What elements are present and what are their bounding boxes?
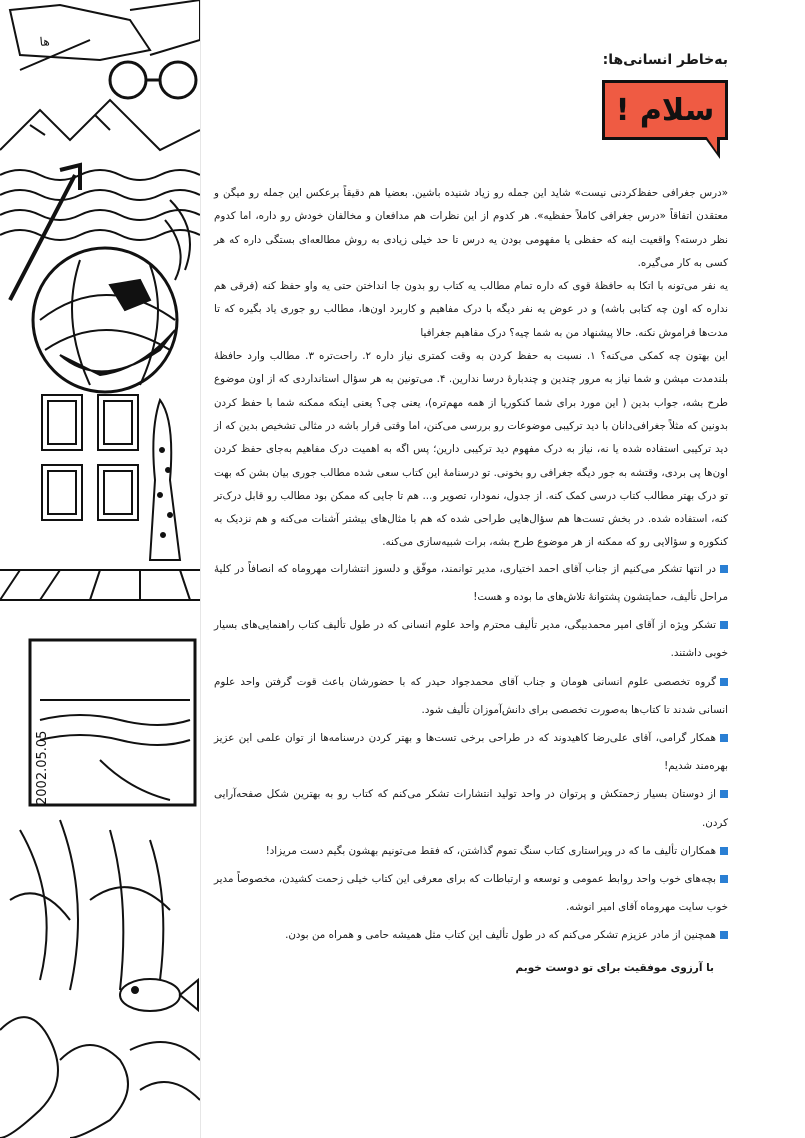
bullet-text: همچنین از مادر عزیزم تشکر می‌کنم که در طول تألیف این کتاب مثل همیشه حامی و همراه من بودن. (285, 929, 716, 942)
sign-label: ها (39, 34, 51, 49)
bullet-text: همکاران تألیف ما که در ویراستاری کتاب سنگ تموم گذاشتن، که فقط می‌تونیم بهشون بگیم دست مریزاد! (265, 844, 716, 857)
bullet-square-icon (720, 790, 728, 798)
bullet-item (214, 921, 728, 949)
bullet-text: از دوستان بسیار زحمتکش و پرتوان در واحد تولید انتشارات تشکر می‌کنم که کتاب رو به بهترین شکل صفحه‌آرایی کردن. (214, 788, 728, 829)
bullet-item (214, 668, 728, 724)
bullet-text: در انتها تشکر می‌کنیم از جناب آقای احمد اختیاری، مدیر توانمند، موفّق و دلسوز انتشارات مهروماه که انصافاً در کلیهٔ مراحل تألیف، حمایتشون پشتوانهٔ تلاش‌های ما بوده و هست! (214, 562, 728, 603)
bullet-item (214, 837, 728, 865)
page-heading: به‌خاطر انسانی‌ها: (602, 52, 728, 68)
bullet-square-icon (720, 847, 728, 855)
bullet-square-icon (720, 875, 728, 883)
bullet-square-icon (720, 931, 728, 939)
decorative-illustration (0, 0, 201, 1138)
bullet-text: بچه‌های خوب واحد روابط عمومی و توسعه و ارتباطات که برای معرفی این کتاب خیلی زحمت کشیدن، مخصوصاً مدیر خوب سایت مهروماه آقای امیر انوشه. (214, 872, 728, 914)
bullet-item (214, 555, 728, 611)
bullet-text: همکار گرامی، آقای علی‌رضا کاهیدوند که در طراحی برخی تست‌ها و بهتر کردن درسنامه‌ها از توان علمی این عزیز بهره‌مند شدیم! (214, 731, 728, 773)
bullet-square-icon (720, 734, 728, 742)
bullet-item (214, 724, 728, 780)
speech-bubble-box (602, 80, 728, 140)
date-label: 2002.05.05 (35, 730, 50, 805)
bullet-square-icon (720, 678, 728, 686)
intro-content (214, 52, 728, 1112)
bullet-item (214, 611, 728, 667)
speech-bubble-text: سلام ! (615, 92, 715, 128)
bullet-text: گروه تخصصی علوم انسانی هومان و جناب آقای محمدجواد حیدر که با حضورشان باعث قوت گرفتن واحد علوم انسانی شدند تا کتاب‌ها به‌صورت تخصصی برای دانش‌آموزان تألیف شود. (214, 675, 728, 716)
bullet-square-icon (720, 565, 728, 573)
doodle-art (0, 0, 200, 1138)
bullet-square-icon (720, 621, 728, 629)
paragraph: یه نفر می‌تونه با اتکا به حافظهٔ قوی که داره تمام مطالب یه کتاب رو بدون جا انداختن حتی یه واو حفظ کنه (فرقی هم نداره که اون چه کتابی باشه) و در عوض یه نفر دیگه با درک مفاهیم و کاربرد اون‌ها، مطالب رو جوری یاد بگیره که تا مدت‌ها فراموش نکنه. حالا پیشنهاد من به شما چیه؟ درک مفاهیم جغرافیا (214, 280, 728, 339)
closing-line: با آرزوی موفقیت برای تو دوست خوبم (515, 961, 714, 974)
bullet-text: تشکر ویژه از آقای امیر محمدبیگی، مدیر تألیف محترم واحد علوم انسانی که در طول تألیف کتاب راهنمایی‌های بسیار خوبی داشتند. (214, 619, 728, 660)
paragraph: «درس جغرافی حفظ‌کردنی نیست» شاید این جمله رو زیاد شنیده باشین. بعضیا هم دقیقاً برعکس این جمله رو میگن و معتقدن اتفاقاً «درس جغرافی کاملاً حفظیه». هر کدوم از این نظرات هم مدافعان و مخالفان خودش رو داره، اما کدوم نظر درسته؟ واقعیت اینه که حفظی یا مفهومی بودن یه درس تا حد خیلی زیادی به روش مطالعه‌ای بستگی داره که هر کسی به کار می‌گیره. (214, 187, 728, 269)
paragraph: این بهتون چه کمکی می‌کنه؟ ۱. نسبت به حفظ کردن به وقت کمتری نیاز داره ۲. راحت‌تره ۳. مطالب وارد حافظهٔ بلندمدت میشن و شما نیاز به مرور چندین و چندبارهٔ درسا ندارین. ۴. می‌تونین به هر سؤال استانداردی که از اون موضوع طرح بشه، جواب بدین ( این مورد برای شما کنکوریا از همه مهم‌تره)، یعنی چی؟ یعنی اینکه ممکنه شما با حفظ کردن بدونین که مثلاً جغرافی‌دانان با دید ترکیبی موضوعات رو بررسی می‌کنن، اما وقتی قرار باشه در مثالی تشخیص بدین که از دید ترکیبی استفاده شده یا نه، نیاز به درک مفهوم دید ترکیبی دارین؛ پس اگه به اهمیت درک مفاهیم به‌جای حفظ کردن اون‌ها پی بردی، وقتشه به جور دیگه جغرافی رو بخونی. تو درسنامهٔ این کتاب سعی شده مطالب جوری بیان بشن که بهت تو درک بهتر مطالب کتاب درسی کمک کنه. از جدول، نمودار، تصویر و... هم تا جایی که ممکن بود مطالب رو قابل درک‌تر کنه، استفاده شده. در بخش تست‌ها هم سؤال‌هایی طراحی شده که هم با مثال‌های بیشتر آشنات می‌کنه و هم نزدیک به کنکوره و سؤالایی رو که ممکنه از هر موضوع طرح بشه، برات شبیه‌سازی می‌کنه. (214, 350, 728, 549)
bullet-item (214, 780, 728, 836)
speech-bubble-tail-fill (706, 136, 717, 152)
speech-bubble (214, 80, 728, 172)
bullet-item (214, 865, 728, 921)
